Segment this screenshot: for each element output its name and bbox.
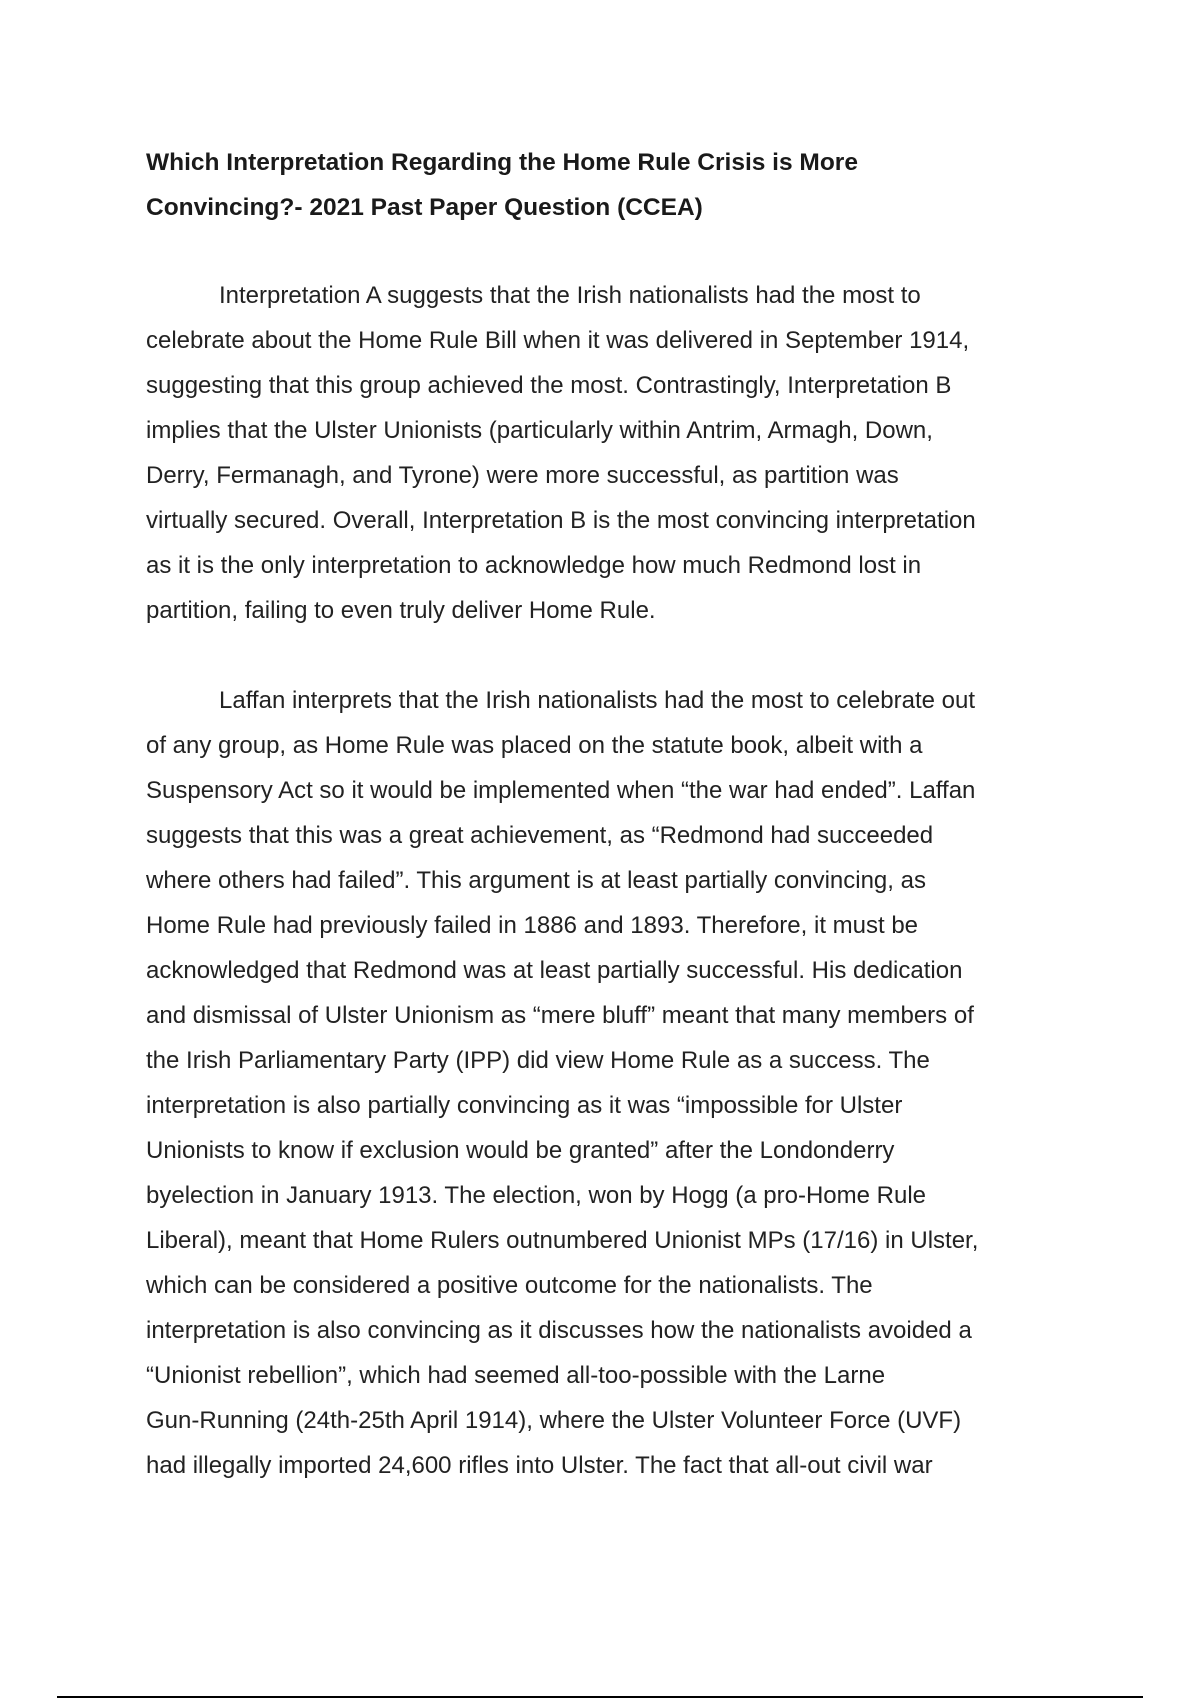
paragraph-line: interpretation is also convincing as it discusses how the nationalists avoided a [146,1317,972,1344]
paragraph-line: partition, failing to even truly deliver Home Rule. [146,597,656,624]
paragraph-line: implies that the Ulster Unionists (particularly within Antrim, Armagh, Down, [146,417,933,444]
document-title [146,140,1066,230]
paragraph-line: byelection in January 1913. The election, won by Hogg (a pro-Home Rule [146,1182,926,1209]
page-bottom-rule [57,1696,1143,1698]
paragraph-line: virtually secured. Overall, Interpretation B is the most convincing interpretation [146,507,976,534]
paragraph-line: where others had failed”. This argument is at least partially convincing, as [146,867,926,894]
paragraph-line: which can be considered a positive outcome for the nationalists. The [146,1272,873,1299]
paragraph-line: suggesting that this group achieved the most. Contrastingly, Interpretation B [146,372,952,399]
paragraph-line: Interpretation A suggests that the Irish nationalists had the most to [219,282,921,309]
paragraph-line: acknowledged that Redmond was at least partially successful. His dedication [146,957,963,984]
paragraph-line: had illegally imported 24,600 rifles into Ulster. The fact that all-out civil war [146,1452,933,1479]
paragraph-line: interpretation is also partially convincing as it was “impossible for Ulster [146,1092,903,1119]
paragraph-line: Suspensory Act so it would be implemented when “the war had ended”. Laffan [146,777,976,804]
title-line: Convincing?- 2021 Past Paper Question (CCEA) [146,194,703,221]
paragraph-line: celebrate about the Home Rule Bill when it was delivered in September 1914, [146,327,970,354]
paragraph-line: Home Rule had previously failed in 1886 and 1893. Therefore, it must be [146,912,919,939]
paragraph-line: suggests that this was a great achievement, as “Redmond had succeeded [146,822,934,849]
paragraph-line: the Irish Parliamentary Party (IPP) did view Home Rule as a success. The [146,1047,930,1074]
paragraph-line: and dismissal of Ulster Unionism as “mere bluff” meant that many members of [146,1002,974,1029]
paragraph-line: Unionists to know if exclusion would be granted” after the Londonderry [146,1137,895,1164]
paragraph-line: as it is the only interpretation to acknowledge how much Redmond lost in [146,552,922,579]
paragraph-line: Derry, Fermanagh, and Tyrone) were more successful, as partition was [146,462,899,489]
paragraph-line: of any group, as Home Rule was placed on the statute book, albeit with a [146,732,923,759]
paragraph-line: “Unionist rebellion”, which had seemed all-too-possible with the Larne [146,1362,886,1389]
paragraph-line: Liberal), meant that Home Rulers outnumbered Unionist MPs (17/16) in Ulster, [146,1227,979,1254]
paragraph-line: Laffan interprets that the Irish nationalists had the most to celebrate out [219,687,976,714]
title-line: Which Interpretation Regarding the Home Rule Crisis is More [146,149,858,176]
paragraph-line: Gun-Running (24th-25th April 1914), where the Ulster Volunteer Force (UVF) [146,1407,962,1434]
